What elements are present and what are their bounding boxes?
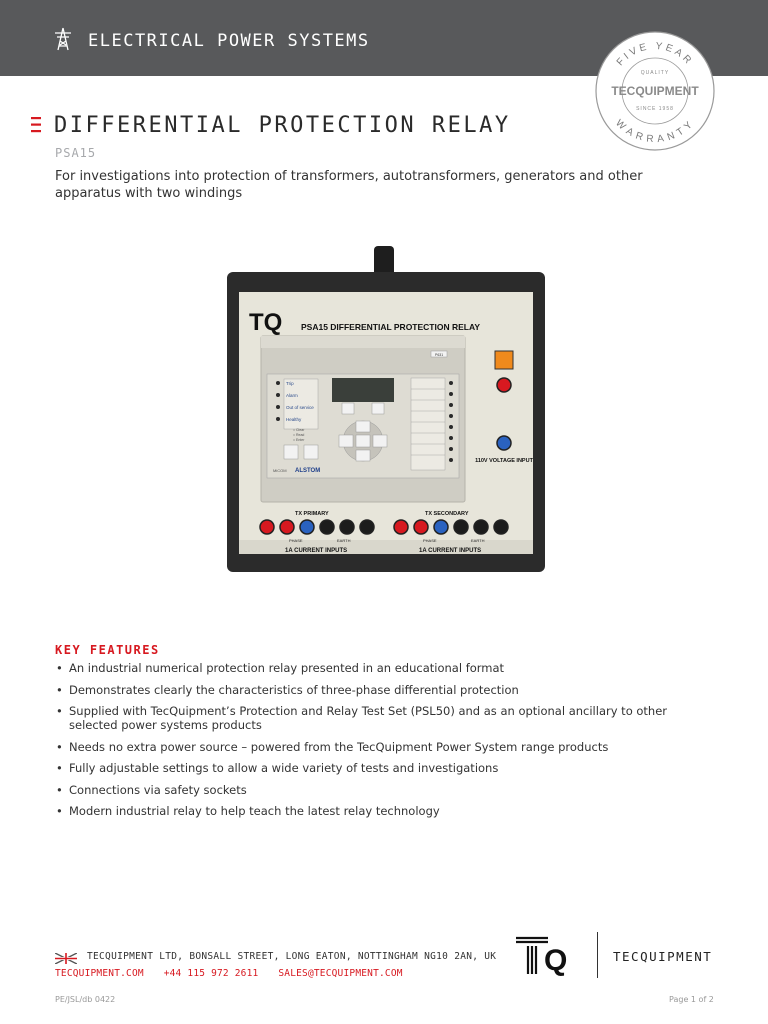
legend-enter: = Enter	[293, 438, 305, 442]
legend-read: = Read	[293, 433, 305, 437]
page-title: DIFFERENTIAL PROTECTION RELAY	[54, 113, 511, 138]
tx-secondary-label: TX SECONDARY	[425, 511, 469, 517]
website-link[interactable]: TECQUIPMENT.COM	[55, 968, 144, 979]
product-photo	[225, 240, 547, 580]
seal-brand: TECQUIPMENT	[611, 84, 699, 98]
feature-item: • Needs no extra power source – powered from the TecQuipment Power System range products	[55, 740, 715, 754]
header-category: ELECTRICAL POWER SYSTEMS	[88, 31, 370, 51]
doc-reference: PE/JSL/db 0422	[55, 995, 116, 1004]
relay-lcd	[332, 378, 394, 402]
led-label-healthy: Healthy	[286, 417, 302, 422]
voltage-socket-blue	[497, 436, 511, 450]
uk-flag-icon	[55, 953, 77, 964]
seal-quality: QUALITY	[640, 70, 670, 76]
legend-clear: = Clear	[293, 428, 305, 432]
seal-top-text: FIVE YEAR	[614, 40, 696, 69]
relay-brand-small: MiCOM	[273, 468, 287, 473]
panel-title: PSA15 DIFFERENTIAL PROTECTION RELAY	[301, 322, 480, 332]
phone-link[interactable]: +44 115 972 2611	[163, 968, 259, 979]
phase-label-secondary: PHASE	[423, 538, 437, 543]
features-list	[55, 661, 715, 826]
relay-brand: ALSTOM	[295, 468, 321, 474]
earth-label-secondary: EARTH	[471, 538, 485, 543]
model-code: PSA15	[55, 146, 97, 160]
power-switch	[495, 351, 513, 369]
voltage-socket-red	[497, 378, 511, 392]
intro-text: For investigations into protection of transformers, autotransformers, generators and other apparatus with two windings	[55, 169, 643, 201]
led-label-out-of-service: Out of service	[286, 405, 314, 410]
seal-bottom-text: WARRANTY	[612, 118, 698, 146]
footer-contacts	[55, 968, 417, 979]
earth-label-primary: EARTH	[337, 538, 351, 543]
logo-wordmark: TECQUIPMENT	[613, 949, 713, 964]
key-features-heading: KEY FEATURES	[55, 643, 160, 657]
current-inputs-primary: 1A CURRENT INPUTS	[285, 548, 348, 554]
title-marker-icon	[31, 117, 41, 133]
tq-logo-q: Q	[544, 944, 568, 977]
email-link[interactable]: SALES@TECQUIPMENT.COM	[278, 968, 403, 979]
feature-item: • Modern industrial relay to help teach the latest relay technology	[55, 804, 715, 818]
photo-tq-logo: TQ	[249, 309, 283, 336]
pylon-icon	[54, 27, 72, 51]
page-number: Page 1 of 2	[669, 995, 714, 1004]
current-inputs-secondary: 1A CURRENT INPUTS	[419, 548, 482, 554]
tq-logo	[514, 934, 580, 978]
seal-since: SINCE 1958	[636, 106, 674, 112]
led-label-alarm: Alarm	[286, 393, 298, 398]
feature-item: • Connections via safety sockets	[55, 783, 715, 797]
warranty-seal	[594, 30, 716, 152]
phase-label-primary: PHASE	[289, 538, 303, 543]
logo-divider	[597, 932, 598, 978]
tx-primary-label: TX PRIMARY	[295, 511, 329, 517]
feature-item: • Fully adjustable settings to allow a wide variety of tests and investigations	[55, 761, 715, 775]
feature-item: • Demonstrates clearly the characteristics of three-phase differential protection	[55, 683, 715, 697]
feature-item: • Supplied with TecQuipment’s Protection and Relay Test Set (PSL50) and as an optional ancillary to other selected power systems products	[55, 704, 715, 732]
footer-address: TECQUIPMENT LTD, BONSALL STREET, LONG EATON, NOTTINGHAM NG10 2AN, UK	[87, 951, 497, 962]
relay-tag: P631	[435, 353, 444, 357]
voltage-label: 110V VOLTAGE INPUT	[475, 458, 533, 464]
feature-item: • An industrial numerical protection relay presented in an educational format	[55, 661, 715, 675]
led-label-trip: Trip	[286, 381, 294, 386]
